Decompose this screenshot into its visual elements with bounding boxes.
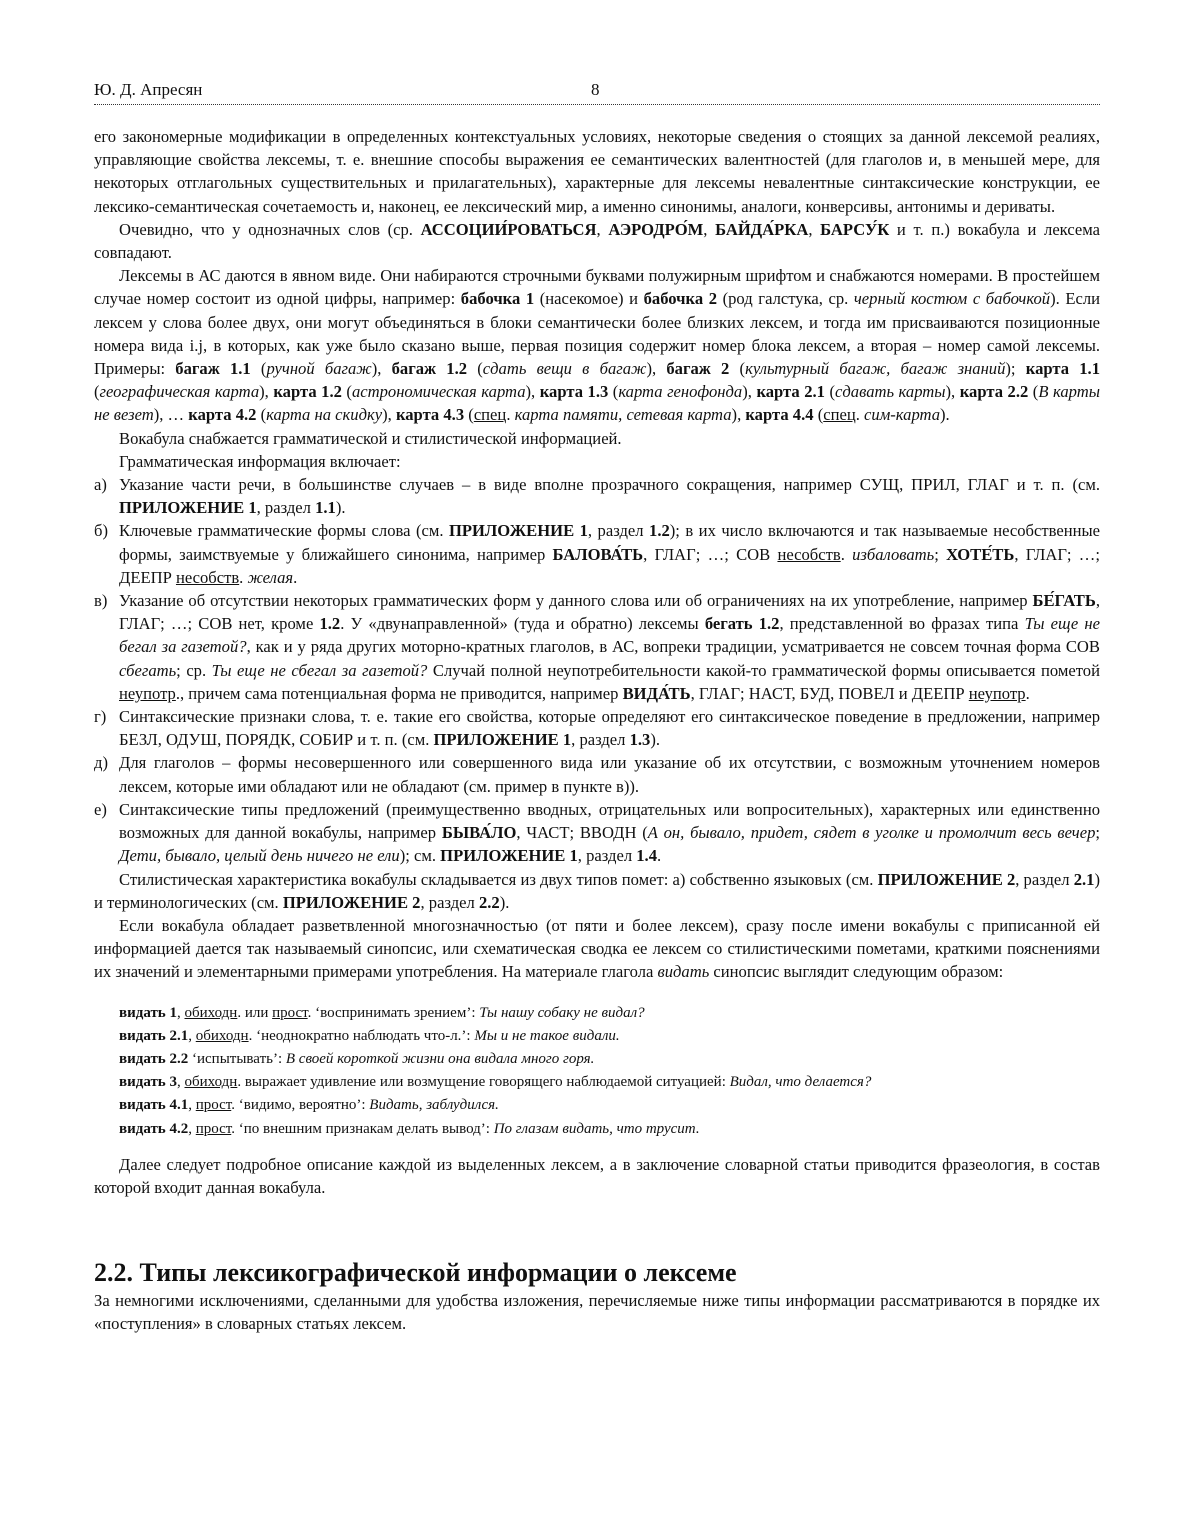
paragraph-stylistic: Стилистическая характеристика вокабулы складывается из двух типов помет: а) собственно языковых (см. ПРИЛОЖЕНИЕ 2, раздел 2.1) и терминологических (см. ПРИЛОЖЕНИЕ 2, раздел 2.2). xyxy=(94,869,1100,912)
synopsis-entry: видать 3, обиходн. выражает удивление или возмущение говорящего наблюдаемой ситуацией: Видал, что делается? xyxy=(119,1074,872,1091)
synopsis-entry: видать 1, обиходн. или прост. ‘воспринимать зрением’: Ты нашу собаку не видал? xyxy=(119,1004,645,1021)
list-item: а) Указание части речи, в большинстве случаев – в виде вполне прозрачного сокращения, например СУЩ, ПРИЛ, ГЛАГ и т. п. (см. ПРИЛОЖЕНИЕ 1, раздел 1.1). xyxy=(94,475,1100,518)
paragraph-grammar-intro: Грамматическая информация включает: xyxy=(119,451,401,471)
synopsis-entry: видать 2.1, обиходн. ‘неоднократно наблюдать что-л.’: Мы и не такое видали. xyxy=(119,1027,620,1044)
paragraph-section-intro: За немногими исключениями, сделанными для удобства изложения, перечисляемые ниже типы информации рассматриваются в порядке их «поступления» в словарных статьях лексем. xyxy=(94,1291,1100,1334)
list-item: г) Синтаксические признаки слова, т. е. такие его свойства, которые определяют его синтаксическое поведение в предложении, например БЕЗЛ, ОДУШ, ПОРЯДК, СОБИР и т. п. (см. ПРИЛОЖЕНИЕ 1, раздел 1.3). xyxy=(94,707,1100,750)
synopsis-entry: видать 4.1, прост. ‘видимо, вероятно’: Видать, заблудился. xyxy=(119,1097,499,1114)
paragraph-continued: его закономерные модификации в определенных контекстуальных условиях, некоторые сведения о стоящих за данной лексемой реалиях, управляющие свойства лексемы, т. е. внешние способы выражения ее семантических валентностей (для глаголов и, в меньшей мере, для некоторых отглагольных существительных и прилагательных), характерные для лексемы невалентные синтаксические конструкции, ее лексико-семантическая сочетаемость и, наконец, ее лексический мир, а именно синонимы, аналоги, конверсивы, антонимы и дериваты. xyxy=(94,127,1100,216)
section-heading: 2.2. Типы лексикографической информации о лексеме xyxy=(94,1258,737,1288)
list-item: б) Ключевые грамматические формы слова (см. ПРИЛОЖЕНИЕ 1, раздел 1.2); в их число включаются и так называемые несобственные формы, заимствуемые у ближайшего синонима, например БАЛОВА́ТЬ, ГЛАГ; …; СОВ несобств. избаловать; ХОТЕ́ТЬ, ГЛАГ; …; ДЕЕПР несобств. желая. xyxy=(94,521,1100,587)
list-item: в) Указание об отсутствии некоторых грамматических форм у данного слова или об ограничениях на их употребление, например БЕ́ГАТЬ, ГЛАГ; …; СОВ нет, кроме 1.2. У «двунаправленной» (туда и обратно) лексемы бегать 1.2, представленной во фразах типа Ты еще не бегал за газетой?, как и у ряда других моторно-кратных глаголов, в АС, вопреки традиции, усматривается не совсем точная форма СОВ сбегать; ср. Ты еще не сбегал за газетой? Случай полной неупотребительности какой-то грамматической формы описывается пометой неупотр., причем сама потенциальная форма не приводится, например ВИДА́ТЬ, ГЛАГ; НАСТ, БУД, ПОВЕЛ и ДЕЕПР неупотр. xyxy=(94,591,1100,703)
paragraph-monosemous: Очевидно, что у однозначных слов (ср. АССОЦИИ́РОВАТЬСЯ, АЭРОДРО́М, БАЙДА́РКА, БАРСУ́К и т. п.) вокабула и лексема совпадают. xyxy=(94,219,1101,263)
header-author: Ю. Д. Апресян xyxy=(94,80,203,99)
document-page xyxy=(94,78,1100,1336)
synopsis-entry: видать 4.2, прост. ‘по внешним признакам делать вывод’: По глазам видать, что трусит. xyxy=(119,1120,700,1137)
page-number: 8 xyxy=(591,80,600,99)
grammar-info-list xyxy=(94,473,1100,867)
paragraph-synopsis-intro: Если вокабула обладает разветвленной многозначностью (от пяти и более лексем), сразу после имени вокабулы с приписанной ей информацией дается так называемый синопсис, или схематическая сводка ее лексем со стилистическими пометами, краткими пояснениями их значений и элементарными примерами употребления. На материале глагола видать синопсис выглядит следующим образом: xyxy=(94,915,1100,982)
body-text xyxy=(94,125,1100,1336)
paragraph-after-synopsis: Далее следует подробное описание каждой из выделенных лексем, а в заключение словарной статьи приводится фразеология, в состав которой входит данная вокабула. xyxy=(94,1154,1100,1197)
paragraph-vocable-info: Вокабула снабжается грамматической и стилистической информацией. xyxy=(119,428,622,448)
header-dotted-rule xyxy=(94,104,1100,105)
running-header xyxy=(94,78,1100,102)
synopsis-entry: видать 2.2 ‘испытывать’: В своей короткой жизни она видала много горя. xyxy=(119,1050,595,1067)
synopsis-block xyxy=(119,1002,1100,1141)
paragraph-lexemes: Лексемы в АС даются в явном виде. Они набираются строчными буквами полужирным шрифтом и снабжаются номерами. В простейшем случае номер состоит из одной цифры, например: бабочка 1 (насекомое) и бабочка 2 (род галстука, ср. черный костюм с бабочкой). Если лексем у слова более двух, они могут объединяться в блоки семантически более близких лексем, и тогда им присваиваются позиционные номера вида i.j, в которых, как уже было сказано выше, первая позиция содержит номер блока лексем, а вторая – номер самой лексемы. Примеры: багаж 1.1 (ручной багаж), багаж 1.2 (сдать вещи в багаж), багаж 2 (культурный багаж, багаж знаний); карта 1.1 (географическая карта), карта 1.2 (астрономическая карта), карта 1.3 (карта генофонда), карта 2.1 (сдавать карты), карта 2.2 (В карты не везет), … карта 4.2 (карта на скидку), карта 4.3 (спец. карта памяти, сетевая карта), карта 4.4 (спец. сим-карта). xyxy=(94,266,1101,425)
list-item: д) Для глаголов – формы несовершенного или совершенного вида или указание об их отсутствии, с возможным уточнением номеров лексем, которые ими обладают или не обладают (см. пример в пункте в)). xyxy=(94,753,1100,796)
list-item: е) Синтаксические типы предложений (преимущественно вводных, отрицательных или вопросительных), характерных или единственно возможных для данной вокабулы, например БЫВА́ЛО, ЧАСТ; ВВОДН (А он, бывало, придет, сядет в уголке и промолчит весь вечер; Дети, бывало, целый день ничего не ели); см. ПРИЛОЖЕНИЕ 1, раздел 1.4. xyxy=(94,799,1100,866)
